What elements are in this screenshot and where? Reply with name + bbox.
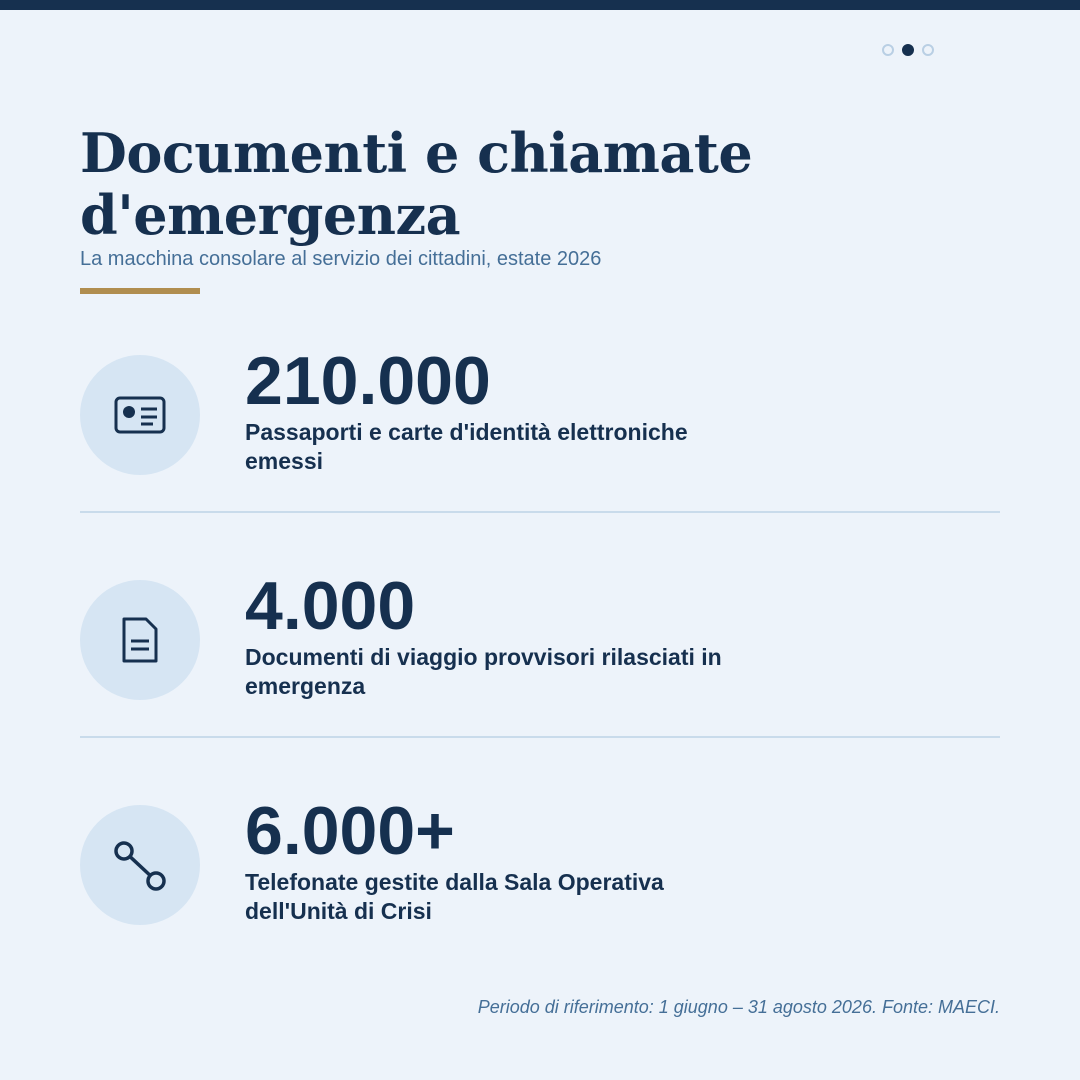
page-subtitle: La macchina consolare al servizio dei cittadini, estate 2026 xyxy=(80,248,602,270)
divider xyxy=(80,736,1000,738)
pagination-dots xyxy=(882,44,934,56)
stat-value: 6.000+ xyxy=(245,793,455,869)
stat-value: 4.000 xyxy=(245,568,416,644)
pagination-dot-1[interactable] xyxy=(882,44,894,56)
divider xyxy=(80,511,1000,513)
top-bar xyxy=(0,0,1080,10)
stat-passports xyxy=(80,343,1000,475)
stat-value: 210.000 xyxy=(245,343,491,419)
stat-calls xyxy=(80,793,1000,925)
page-title: Documenti e chiamate d'emergenza xyxy=(80,121,753,247)
id-card-icon xyxy=(113,395,167,435)
stat-icon-circle xyxy=(80,580,200,700)
stat-travel-documents xyxy=(80,568,1000,700)
stat-label: Telefonate gestite dalla Sala Operativa dell'Unità di Crisi xyxy=(245,869,664,924)
source-note: Periodo di riferimento: 1 giugno – 31 agosto 2026. Fonte: MAECI. xyxy=(477,997,1000,1017)
stat-icon-circle xyxy=(80,355,200,475)
document-icon xyxy=(118,616,162,664)
pagination-dot-3[interactable] xyxy=(922,44,934,56)
stat-label: Passaporti e carte d'identità elettroniche emessi xyxy=(245,419,688,474)
accent-rule xyxy=(80,288,200,294)
call-link-icon xyxy=(112,837,168,893)
stat-icon-circle xyxy=(80,805,200,925)
pagination-dot-2-active[interactable] xyxy=(902,44,914,56)
stat-label: Documenti di viaggio provvisori rilasciati in emergenza xyxy=(245,644,722,699)
